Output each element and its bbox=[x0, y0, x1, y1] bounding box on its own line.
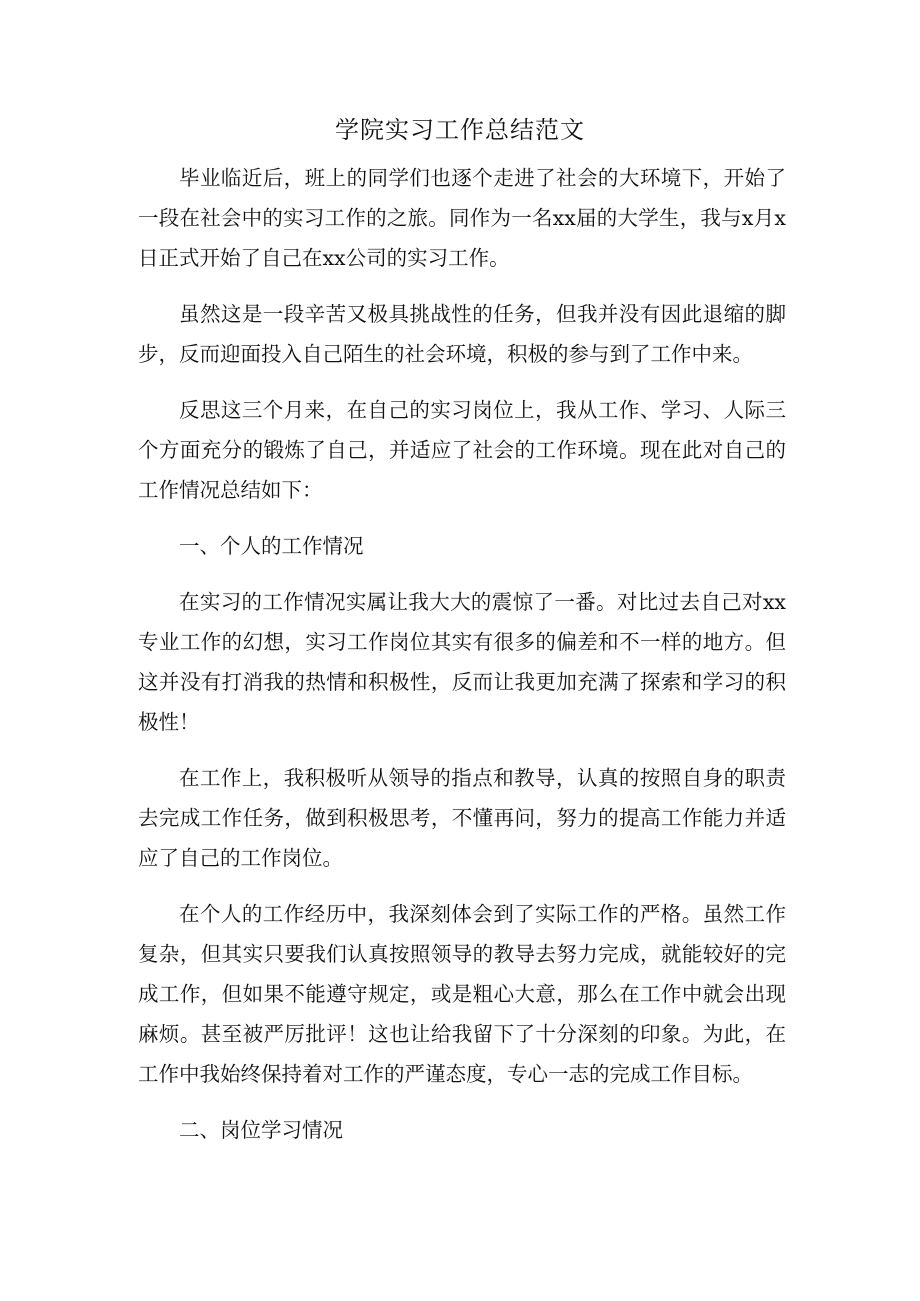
paragraph-work-attitude: 在工作上，我积极听从领导的指点和教导，认真的按照自身的职责去完成工作任务，做到积极思考，不懂再问，努力的提高工作能力并适应了自己的工作岗位。 bbox=[138, 766, 786, 870]
paragraph-reflection: 反思这三个月来，在自己的实习岗位上，我从工作、学习、人际三个方面充分的锻炼了自己，并适应了社会的工作环境。现在此对自己的工作情况总结如下： bbox=[138, 398, 786, 502]
section-heading-learning: 二、岗位学习情况 bbox=[179, 1118, 343, 1142]
paragraph-work-situation: 在实习的工作情况实属让我大大的震惊了一番。对比过去自己对xx专业工作的幻想，实习工作岗位其实有很多的偏差和不一样的地方。但这并没有打消我的热情和积极性，反而让我更加充满了探索和学习的积极性！ bbox=[138, 590, 786, 734]
document-title: 学院实习工作总结范文 bbox=[335, 116, 585, 144]
paragraph-challenge: 虽然这是一段辛苦又极具挑战性的任务，但我并没有因此退缩的脚步，反而迎面投入自己陌生的社会环境，积极的参与到了工作中来。 bbox=[138, 302, 786, 366]
paragraph-work-experience: 在个人的工作经历中，我深刻体会到了实际工作的严格。虽然工作复杂，但其实只要我们认真按照领导的教导去努力完成，就能较好的完成工作，但如果不能遵守规定，或是粗心大意，那么在工作中就会出现麻烦。甚至被严厉批评！这也让给我留下了十分深刻的印象。为此，在工作中我始终保持着对工作的严谨态度，专心一志的完成工作目标。 bbox=[138, 902, 786, 1086]
document-body bbox=[138, 158, 786, 1166]
section-heading-work: 一、个人的工作情况 bbox=[179, 534, 364, 558]
paragraph-intro: 毕业临近后，班上的同学们也逐个走进了社会的大环境下，开始了一段在社会中的实习工作的之旅。同作为一名xx届的大学生，我与x月x日正式开始了自己在xx公司的实习工作。 bbox=[138, 166, 786, 270]
